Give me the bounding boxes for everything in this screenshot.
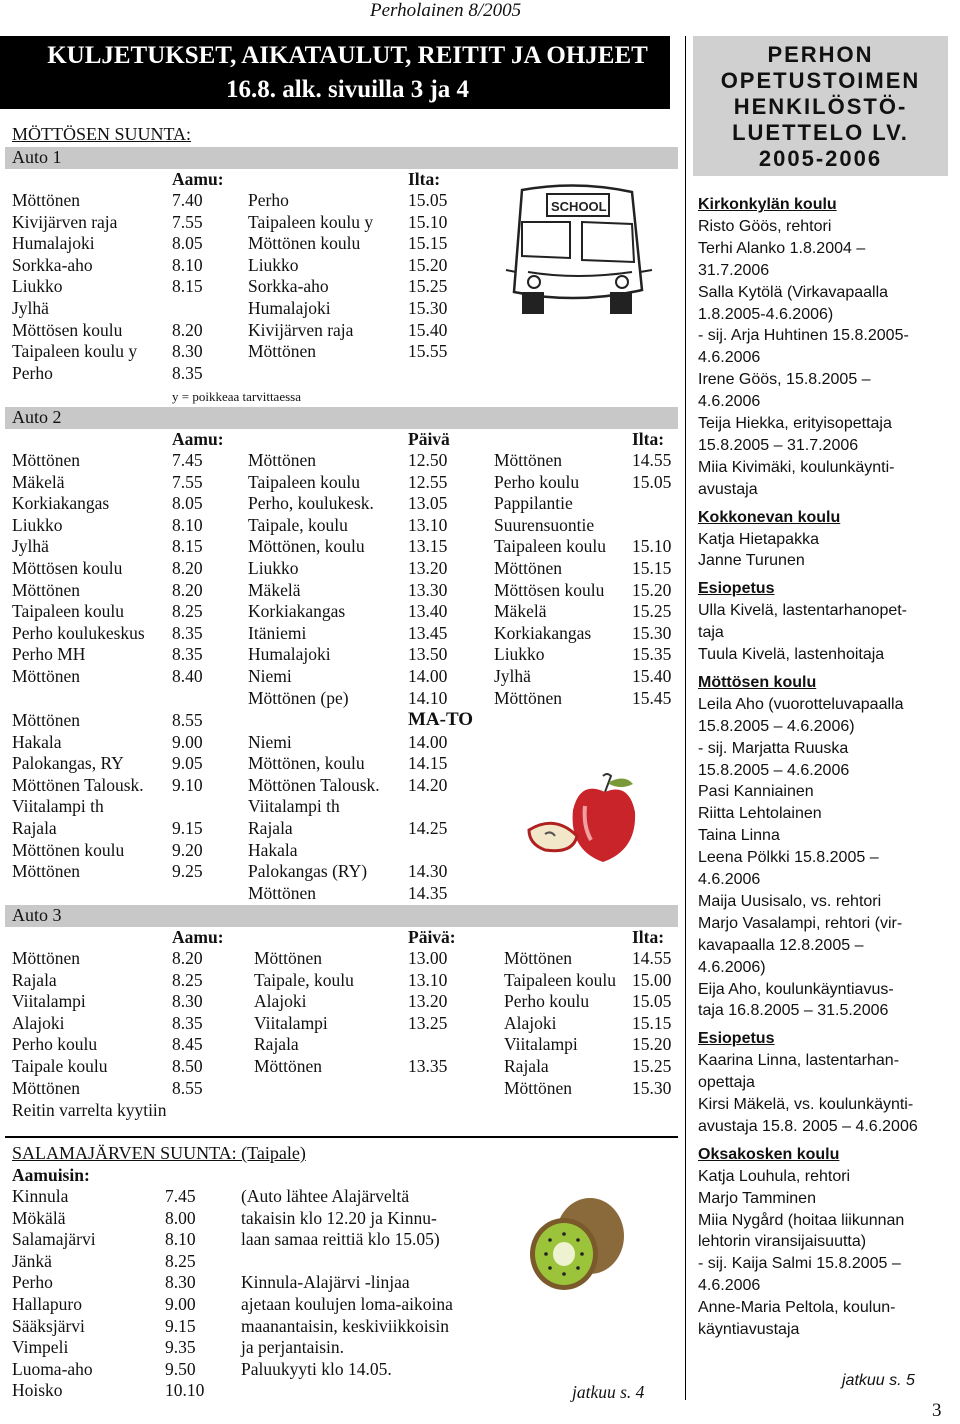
table-cell: Möttönen koulu xyxy=(12,839,125,860)
auto1-bar xyxy=(5,147,678,169)
staff-heading-line: HENKILÖSTÖ- xyxy=(733,94,908,119)
table-cell: Jänkä xyxy=(12,1250,52,1271)
table-cell: Möttönen xyxy=(12,1077,81,1098)
staff-entry: Marjo Vasalampi, rehtori (vir- xyxy=(698,914,903,932)
school-heading: Möttösen koulu xyxy=(698,673,817,691)
table-cell: 15.30 xyxy=(632,1077,672,1098)
table-cell: Perho koulukeskus xyxy=(12,622,145,643)
table-cell: Rajala xyxy=(12,818,57,838)
school-bus-illustration xyxy=(492,180,657,325)
table-cell: 7.55 xyxy=(172,471,203,492)
col-header-aamu: Aamu: xyxy=(172,429,224,449)
staff-entry: avustaja xyxy=(698,480,758,498)
table-cell: Niemi xyxy=(248,731,292,752)
table-cell: Hoisko xyxy=(12,1380,63,1401)
table-cell: 14.30 xyxy=(408,861,448,882)
table-cell: 13.20 xyxy=(408,558,448,578)
table-cell: Taipaleen koulu xyxy=(494,536,606,557)
staff-entry: Eija Aho, koulunkäyntiavus- xyxy=(698,980,894,998)
table-cell: Hakala xyxy=(12,731,62,752)
issue-label: Perholainen 8/2005 xyxy=(370,0,522,21)
staff-heading xyxy=(693,36,948,176)
section-divider xyxy=(5,1136,678,1138)
route-note: ja perjantaisin. xyxy=(241,1337,345,1358)
table-cell: 8.45 xyxy=(172,1034,203,1055)
table-cell: 8.40 xyxy=(172,666,203,686)
staff-heading-line: 2005-2006 xyxy=(758,146,883,171)
table-cell: Sääksjärvi xyxy=(12,1315,85,1336)
table-cell: 13.20 xyxy=(408,991,448,1012)
table-cell: 15.20 xyxy=(632,579,672,600)
auto1-label: Auto 1 xyxy=(12,147,62,167)
table-cell: 15.20 xyxy=(408,254,448,275)
table-cell: Mökälä xyxy=(12,1207,66,1228)
auto2-label: Auto 2 xyxy=(12,407,62,427)
staff-entry: Terhi Alanko 1.8.2004 – xyxy=(698,239,866,257)
table-cell: Möttönen xyxy=(248,882,317,903)
staff-entry: taja xyxy=(698,624,724,642)
table-cell: 15.30 xyxy=(408,298,448,318)
table-cell: 9.00 xyxy=(165,1294,196,1314)
table-cell: 8.55 xyxy=(172,1077,203,1098)
staff-entry: Miia Kivimäki, koulunkäynti- xyxy=(698,458,895,476)
table-cell: Taipaleen koulu y xyxy=(12,341,138,362)
table-cell: 12.50 xyxy=(408,450,448,470)
table-cell: Vimpeli xyxy=(12,1337,69,1358)
table-cell: 8.35 xyxy=(172,362,203,383)
school-heading: Esiopetus xyxy=(698,580,775,598)
table-cell: Humalajoki xyxy=(248,644,331,665)
table-cell: Palokangas (RY) xyxy=(248,861,368,882)
staff-entry: 4.6.2006 xyxy=(698,1277,761,1295)
table-cell: 12.55 xyxy=(408,471,448,492)
staff-entry: Katja Hietapakka xyxy=(698,530,819,548)
table-cell: Niemi xyxy=(248,666,292,686)
table-cell: 14.55 xyxy=(632,948,672,968)
staff-entry: - sij. Marjatta Ruuska xyxy=(698,739,849,757)
table-cell: 15.05 xyxy=(408,190,448,210)
route-note: Paluukyyti klo 14.05. xyxy=(241,1358,392,1379)
table-cell: 15.05 xyxy=(632,471,672,492)
school-heading: Kokkonevan koulu xyxy=(698,508,841,526)
table-cell: 13.15 xyxy=(408,536,448,557)
table-cell: 9.15 xyxy=(172,818,203,838)
table-cell: 14.00 xyxy=(408,666,448,686)
table-cell: 13.00 xyxy=(408,948,448,968)
table-cell: 8.20 xyxy=(172,948,203,968)
table-cell: Jylhä xyxy=(12,298,49,318)
col-header-ilta: Ilta: xyxy=(408,169,441,189)
table-cell: Möttönen Talousk. xyxy=(248,774,380,795)
table-cell: 8.00 xyxy=(165,1207,196,1228)
table-cell: 15.25 xyxy=(408,276,448,297)
staff-entry: - sij. Arja Huhtinen 15.8.2005- xyxy=(698,327,909,345)
table-cell: Möttönen xyxy=(12,710,81,730)
table-cell: Sorkka-aho xyxy=(12,254,93,275)
table-cell: 13.45 xyxy=(408,622,448,643)
table-cell: 7.45 xyxy=(172,450,203,470)
table-cell: Korkiakangas xyxy=(248,601,346,622)
table-cell: Möttönen xyxy=(504,948,573,968)
table-cell: 8.10 xyxy=(165,1229,196,1250)
staff-entry: 4.6.2006 xyxy=(698,393,761,411)
table-cell: Perho koulu xyxy=(494,471,580,492)
table-cell: Sorkka-aho xyxy=(248,276,329,297)
table-cell: Alajoki xyxy=(504,1012,557,1033)
table-cell: Perho MH xyxy=(12,644,86,665)
table-cell: Mäkelä xyxy=(494,601,547,622)
table-cell: Rajala xyxy=(254,1034,299,1055)
table-cell: 8.35 xyxy=(172,622,203,643)
table-cell: 8.20 xyxy=(172,558,203,578)
staff-entry: Kaarina Linna, lastentarhan- xyxy=(698,1052,900,1070)
table-cell: 8.10 xyxy=(172,254,203,275)
table-cell: 15.30 xyxy=(632,622,672,643)
table-cell: Taipale, koulu xyxy=(254,969,354,990)
table-cell: 15.40 xyxy=(408,319,448,340)
footnote: y = poikkeaa tarvittaessa xyxy=(172,389,301,404)
table-cell: Rajala xyxy=(248,818,293,838)
col-header-paiva: Päivä xyxy=(408,429,450,449)
banner-title: KULJETUKSET, AIKATAULUT, REITIT JA OHJEET xyxy=(47,42,648,69)
table-cell: 15.15 xyxy=(632,558,672,578)
staff-entry: 15.8.2005 – 4.6.2006 xyxy=(698,761,850,779)
staff-entry: 4.6.2006) xyxy=(698,958,766,976)
table-cell: Möttönen koulu xyxy=(248,233,361,254)
table-cell: Kivijärven raja xyxy=(248,319,354,340)
table-cell: 10.10 xyxy=(165,1380,205,1401)
bus-sign: SCHOOL xyxy=(551,199,607,214)
table-cell: 8.25 xyxy=(172,601,203,622)
table-cell: Möttönen xyxy=(254,948,323,968)
table-cell: 9.10 xyxy=(172,774,203,795)
auto3-label: Auto 3 xyxy=(12,905,62,925)
table-cell: 8.35 xyxy=(172,1012,203,1033)
staff-entry: kavapaalla 12.8.2005 – xyxy=(698,936,864,954)
table-cell: 8.50 xyxy=(172,1056,203,1076)
table-cell: Liukko xyxy=(12,276,63,297)
staff-entry: Leila Aho (vuorotteluvapaalla xyxy=(698,695,904,713)
table-cell: 15.40 xyxy=(632,666,672,686)
table-cell: 8.20 xyxy=(172,319,203,340)
table-cell: 14.10 xyxy=(408,687,448,708)
continue-note: jatkuu s. 5 xyxy=(842,1372,915,1389)
staff-entry: 1.8.2005-4.6.2006) xyxy=(698,305,834,323)
staff-entry: Katja Louhula, rehtori xyxy=(698,1167,851,1185)
staff-entry: Salla Kytölä (Virkavapaalla xyxy=(698,283,889,301)
table-cell: Möttönen xyxy=(12,948,81,968)
table-cell: Möttönen (pe) xyxy=(248,687,349,708)
table-cell: 15.15 xyxy=(408,233,448,254)
col-header-aamuisin: Aamuisin: xyxy=(12,1165,90,1185)
table-cell: 15.25 xyxy=(632,601,672,622)
table-cell: Liukko xyxy=(248,558,299,578)
table-cell: 15.45 xyxy=(632,687,672,708)
staff-entry: Teija Hiekka, erityisopettaja xyxy=(698,415,892,432)
table-cell: Suurensuontie xyxy=(494,514,595,535)
apple-illustration xyxy=(525,770,645,880)
table-cell: Rajala xyxy=(504,1056,549,1076)
table-cell: 14.00 xyxy=(408,731,448,752)
staff-entry: opettaja xyxy=(698,1074,755,1092)
route-note: laan samaa reittiä klo 15.05) xyxy=(241,1229,440,1250)
table-cell: Perho koulu xyxy=(12,1034,98,1055)
table-cell: Mäkelä xyxy=(12,471,65,492)
table-cell: Taipale, koulu xyxy=(248,514,348,535)
table-cell: 15.15 xyxy=(632,1012,672,1033)
table-cell: 13.30 xyxy=(408,579,448,600)
staff-entry: Taina Linna xyxy=(698,827,780,845)
table-cell: Kivijärven raja xyxy=(12,211,118,232)
table-cell: Möttönen xyxy=(494,558,563,578)
col-header-mato: MA-TO xyxy=(408,709,474,730)
table-cell: 8.55 xyxy=(172,710,203,730)
table-cell: Möttönen xyxy=(12,190,81,210)
table-cell: Liukko xyxy=(12,514,63,535)
table-cell: Liukko xyxy=(248,254,299,275)
staff-entry: Janne Turunen xyxy=(698,552,805,570)
table-cell: 8.25 xyxy=(165,1250,196,1271)
table-cell: Möttösen koulu xyxy=(12,558,123,578)
table-cell: 14.35 xyxy=(408,882,448,903)
table-cell: 15.10 xyxy=(632,536,672,557)
table-cell: Taipaleen koulu xyxy=(12,601,124,622)
table-cell: 8.30 xyxy=(172,991,203,1012)
table-cell: Möttösen koulu xyxy=(494,579,605,600)
table-cell: 8.30 xyxy=(172,341,203,362)
table-cell: Mäkelä xyxy=(248,579,301,600)
table-cell: Taipaleen koulu xyxy=(248,471,360,492)
staff-entry: Tuula Kivelä, lastenhoitaja xyxy=(698,646,885,663)
table-cell: 7.55 xyxy=(172,211,203,232)
page-number: 3 xyxy=(932,1400,942,1421)
table-cell: Möttönen xyxy=(254,1056,323,1076)
table-cell: Salamajärvi xyxy=(12,1229,96,1250)
table-cell: Perho, koulukesk. xyxy=(248,493,374,514)
table-cell: Möttönen xyxy=(248,341,317,362)
table-cell: Möttönen xyxy=(12,666,81,686)
section-title: SALAMAJÄRVEN SUUNTA: (Taipale) xyxy=(12,1143,306,1163)
route-note: maanantaisin, keskiviikkoisin xyxy=(241,1315,450,1336)
table-cell: Taipale koulu xyxy=(12,1056,108,1076)
staff-entry: Marjo Tamminen xyxy=(698,1189,816,1207)
table-cell: Viitalampi xyxy=(12,991,86,1012)
table-cell: 9.00 xyxy=(172,731,203,752)
staff-entry: lehtorin viransijaisuutta) xyxy=(698,1233,867,1251)
table-cell: 8.15 xyxy=(172,276,203,297)
school-heading: Oksakosken koulu xyxy=(698,1145,840,1163)
auto2-bar xyxy=(5,407,678,429)
table-cell: Möttönen xyxy=(12,450,81,470)
table-cell: 9.15 xyxy=(165,1315,196,1336)
staff-entry: Ulla Kivelä, lastentarhanopet- xyxy=(698,602,908,620)
school-heading: Esiopetus xyxy=(698,1030,775,1048)
school-heading: Kirkonkylän koulu xyxy=(698,196,837,213)
table-cell: 8.05 xyxy=(172,233,203,254)
table-cell: 15.05 xyxy=(632,991,672,1012)
staff-entry: Pasi Kanniainen xyxy=(698,783,814,801)
route-note: Kinnula-Alajärvi -linjaa xyxy=(241,1272,410,1293)
banner-subtitle: 16.8. alk. sivuilla 3 ja 4 xyxy=(225,76,470,103)
table-cell: 8.15 xyxy=(172,536,203,557)
table-cell: Perho xyxy=(12,1272,53,1293)
col-header-ilta: Ilta: xyxy=(632,429,665,449)
table-cell: 8.10 xyxy=(172,514,203,535)
staff-entry: Miia Nygård (hoitaa liikunnan xyxy=(698,1211,905,1229)
table-cell: Taipaleen koulu y xyxy=(248,211,374,232)
table-cell: 8.30 xyxy=(165,1272,196,1293)
route-note: Reitin varrelta kyytiin xyxy=(12,1100,167,1120)
table-cell: 9.50 xyxy=(165,1358,196,1379)
table-cell: Alajoki xyxy=(12,1012,65,1033)
staff-entry: avustaja 15.8. 2005 – 4.6.2006 xyxy=(698,1117,918,1135)
section-title: MÖTTÖSEN SUUNTA: xyxy=(12,124,192,144)
table-cell: Jylhä xyxy=(494,666,531,686)
staff-entry: Maija Uusisalo, vs. rehtori xyxy=(698,892,882,910)
table-cell: Alajoki xyxy=(254,991,307,1012)
table-cell: 13.35 xyxy=(408,1056,448,1076)
page-banner xyxy=(0,36,670,109)
route-note: takaisin klo 12.20 ja Kinnu- xyxy=(241,1207,437,1228)
table-cell: Möttönen xyxy=(12,579,81,600)
staff-entry: 4.6.2006 xyxy=(698,349,761,367)
table-cell: Humalajoki xyxy=(12,233,95,254)
kiwi-illustration xyxy=(520,1190,630,1305)
table-cell: 13.40 xyxy=(408,601,448,622)
table-cell: Viitalampi xyxy=(254,1012,328,1033)
table-cell: 7.40 xyxy=(172,190,203,210)
staff-entry: 4.6.2006 xyxy=(698,871,761,888)
staff-entry: - sij. Kaija Salmi 15.8.2005 – xyxy=(698,1255,901,1273)
table-cell: Liukko xyxy=(494,644,545,665)
staff-heading-line: LUETTELO LV. xyxy=(732,120,909,145)
table-cell: Luoma-aho xyxy=(12,1358,93,1379)
table-cell: Humalajoki xyxy=(248,298,331,318)
table-cell: 15.55 xyxy=(408,341,448,362)
table-cell: Möttönen xyxy=(494,450,563,470)
table-cell: 8.20 xyxy=(172,579,203,600)
table-cell: Perho xyxy=(248,190,289,210)
route-note: ajetaan koulujen loma-aikoina xyxy=(241,1294,453,1314)
table-cell: Viitalampi xyxy=(504,1034,578,1055)
table-cell: Möttönen, koulu xyxy=(248,753,365,774)
table-cell: 9.05 xyxy=(172,753,203,774)
table-cell: Korkiakangas xyxy=(12,493,110,514)
table-cell: Möttönen xyxy=(494,687,563,708)
table-cell: Itäniemi xyxy=(248,622,307,643)
table-cell: 13.50 xyxy=(408,644,448,665)
table-cell: Rajala xyxy=(12,969,57,990)
table-cell: Korkiakangas xyxy=(494,622,592,643)
auto3-bar xyxy=(5,905,678,927)
table-cell: 14.15 xyxy=(408,753,448,774)
col-header-aamu: Aamu: xyxy=(172,927,224,947)
staff-entry: Kirsi Mäkelä, vs. koulunkäynti- xyxy=(698,1096,914,1113)
table-cell: 9.20 xyxy=(172,839,203,860)
table-cell: Perho xyxy=(12,362,53,383)
table-cell: 15.20 xyxy=(632,1034,672,1055)
table-cell: 8.25 xyxy=(172,969,203,990)
table-cell: Viitalampi th xyxy=(248,796,340,817)
table-cell: Möttönen, koulu xyxy=(248,536,365,557)
table-cell: Viitalampi th xyxy=(12,796,104,817)
table-cell: Möttönen xyxy=(12,861,81,882)
column-divider xyxy=(685,36,686,1400)
table-cell: 14.25 xyxy=(408,818,448,838)
staff-entry: 15.8.2005 – 4.6.2006) xyxy=(698,717,855,735)
table-cell: Möttönen xyxy=(248,450,317,470)
table-cell: 13.10 xyxy=(408,514,448,535)
table-cell: 15.10 xyxy=(408,211,448,232)
staff-entry: taja 16.8.2005 – 31.5.2006 xyxy=(698,1002,889,1020)
staff-entry: Irene Göös, 15.8.2005 – xyxy=(698,371,871,389)
staff-entry: Risto Göös, rehtori xyxy=(698,217,832,235)
table-cell: Pappilantie xyxy=(494,493,573,514)
table-cell: 15.00 xyxy=(632,969,672,990)
continue-note: jatkuu s. 4 xyxy=(572,1382,645,1402)
table-cell: 14.55 xyxy=(632,450,672,470)
staff-entry: Leena Pölkki 15.8.2005 – xyxy=(698,849,879,867)
table-cell: 13.05 xyxy=(408,493,448,514)
staff-heading-line: OPETUSTOIMEN xyxy=(720,68,921,93)
table-cell: 8.05 xyxy=(172,493,203,514)
table-cell: 13.25 xyxy=(408,1012,448,1033)
route-note: (Auto lähtee Alajärveltä xyxy=(241,1186,410,1206)
staff-entry: käyntiavustaja xyxy=(698,1321,800,1338)
staff-entry: Riitta Lehtolainen xyxy=(698,805,822,823)
table-cell: Möttösen koulu xyxy=(12,319,123,340)
table-cell: Jylhä xyxy=(12,536,49,557)
staff-heading-line: PERHON xyxy=(767,42,874,67)
table-cell: Hallapuro xyxy=(12,1294,82,1314)
table-cell: Taipaleen koulu xyxy=(504,969,616,990)
table-cell: 8.35 xyxy=(172,644,203,665)
table-cell: 15.25 xyxy=(632,1056,672,1076)
table-cell: Palokangas, RY xyxy=(12,753,124,774)
table-cell: 9.35 xyxy=(165,1337,196,1358)
table-cell: 15.35 xyxy=(632,644,672,665)
table-cell: 7.45 xyxy=(165,1186,196,1206)
table-cell: 14.20 xyxy=(408,774,448,795)
table-cell: Kinnula xyxy=(12,1186,69,1206)
col-header-ilta: Ilta: xyxy=(632,927,665,947)
staff-entry: Anne-Maria Peltola, koulun- xyxy=(698,1299,896,1317)
col-header-aamu: Aamu: xyxy=(172,169,224,189)
table-cell: Möttönen xyxy=(504,1077,573,1098)
table-cell: Möttönen Talousk. xyxy=(12,774,144,795)
table-cell: 9.25 xyxy=(172,861,203,882)
staff-entry: 31.7.2006 xyxy=(698,261,770,279)
table-cell: 13.10 xyxy=(408,969,448,990)
col-header-paiva: Päivä: xyxy=(408,927,456,947)
table-cell: Hakala xyxy=(248,839,298,860)
staff-entry: 15.8.2005 – 31.7.2006 xyxy=(698,436,859,454)
table-cell: Perho koulu xyxy=(504,991,590,1012)
